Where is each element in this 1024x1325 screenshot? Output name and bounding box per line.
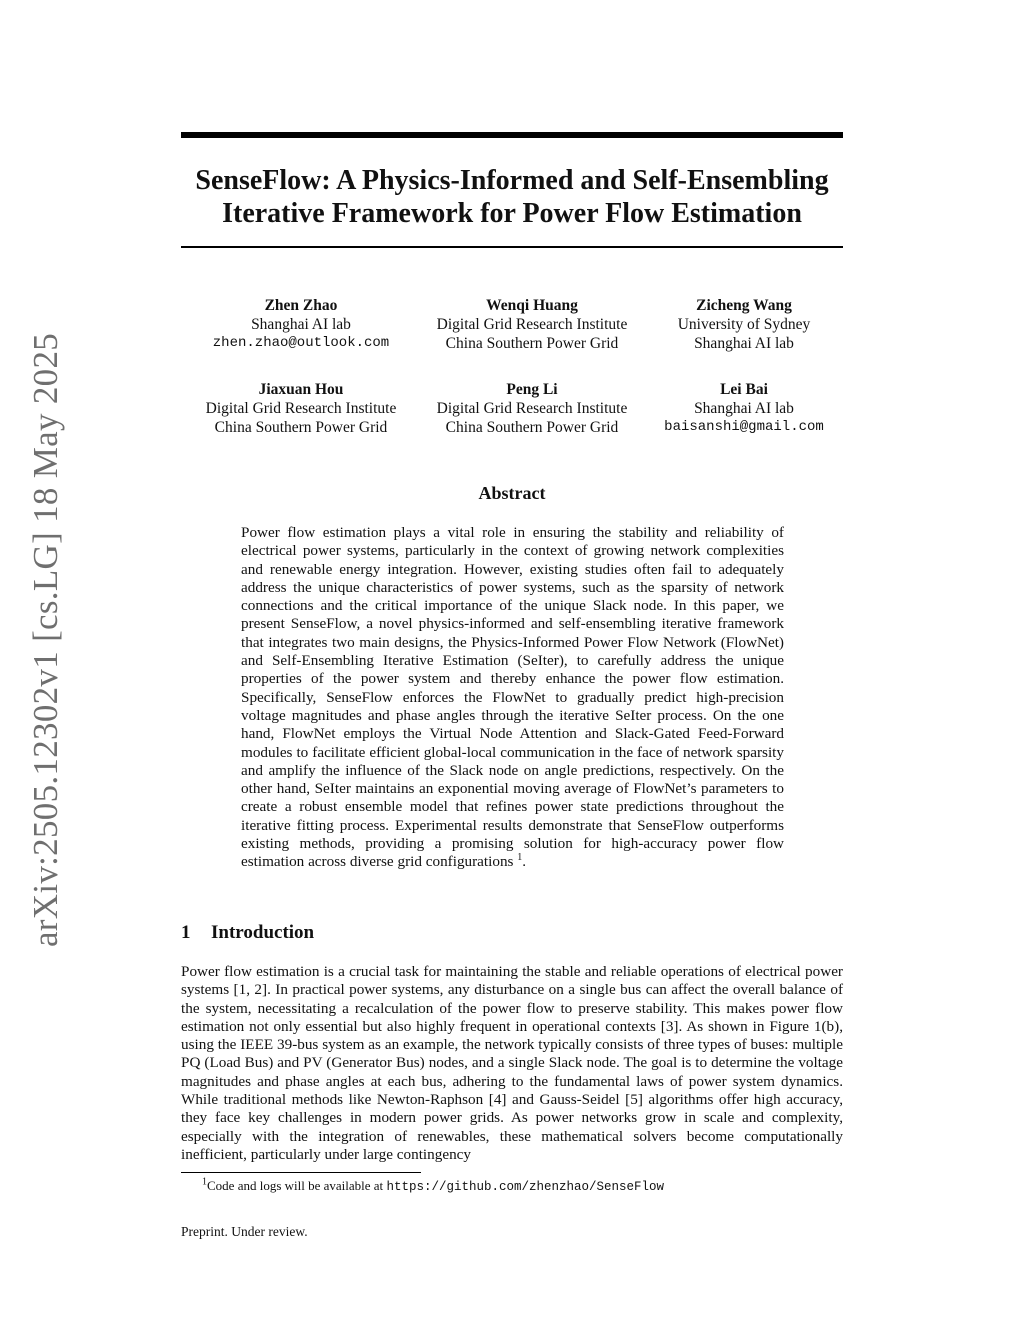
- author-affiliation: Shanghai AI lab: [694, 335, 794, 352]
- arxiv-identifier-text: arXiv:2505.12302v1 [cs.LG] 18 May 2025: [26, 332, 65, 948]
- paper-title: [181, 164, 843, 230]
- footnote-url-link[interactable]: https://github.com/zhenzhao/SenseFlow: [386, 1180, 664, 1194]
- title-bottom-rule: [181, 246, 843, 248]
- author-entry: [181, 296, 421, 353]
- author-entry: [624, 296, 864, 353]
- author-name: Peng Li: [506, 381, 558, 398]
- author-entry: [412, 296, 652, 353]
- author-name: Lei Bai: [720, 381, 768, 398]
- author-affiliation: China Southern Power Grid: [214, 419, 388, 436]
- introduction-paragraph: Power flow estimation is a crucial task for maintaining the stable and reliable operations of electrical power systems [1, 2]. In practical power systems, any disturbance on a single bus can affect the overall balance of the system, necessitating a recalculation of the power flow to preserve stability. This makes power flow estimation not only essential but also highly frequent in operational contexts [3]. As shown in Figure 1(b), using the IEEE 39-bus system as an example, the network typically consists of three types of buses: multiple PQ (Load Bus) and PV (Generator Bus) nodes, and a single Slack node. The goal is to determine the voltage magnitudes and phase angles at each bus, adhering to the fundamental laws of power system dynamics. While traditional methods like Newton-Raphson [4] and Gauss-Seidel [5] algorithms offer high accuracy, they face key challenges in modern power grids. As power networks grow in scale and complexity, especially with the integration of renewables, these mathematical solvers become computationally inefficient, particularly under large contingency: [181, 963, 843, 1163]
- section-number: 1: [181, 922, 191, 943]
- author-email[interactable]: baisanshi@gmail.com: [664, 419, 824, 435]
- title-top-rule: [181, 132, 843, 138]
- title-line-2: Iterative Framework for Power Flow Estimation: [222, 198, 802, 229]
- author-entry: [181, 380, 421, 437]
- title-line-1: SenseFlow: A Physics-Informed and Self-Ensembling: [195, 165, 829, 196]
- abstract-heading: Abstract: [478, 483, 546, 503]
- author-affiliation: Digital Grid Research Institute: [436, 400, 628, 417]
- author-affiliation: Shanghai AI lab: [694, 400, 794, 417]
- footnote-rule: [181, 1172, 421, 1173]
- author-affiliation: Digital Grid Research Institute: [436, 316, 628, 333]
- footnote-number: 1: [202, 1176, 207, 1188]
- author-affiliation: China Southern Power Grid: [445, 335, 619, 352]
- footnote-text: Code and logs will be available at: [207, 1178, 387, 1193]
- author-affiliation: China Southern Power Grid: [445, 419, 619, 436]
- preprint-notice: Preprint. Under review.: [181, 1224, 308, 1239]
- author-name: Wenqi Huang: [486, 297, 578, 314]
- abstract-paragraph: Power flow estimation plays a vital role in ensuring the stability and reliability of electrical power systems, particularly in the context of growing network complexities and renewable energy integration. However, existing studies often fail to adequately address the unique characteristics of power systems, such as the sparsity of network connections and the critical importance of the unique Slack node. In this paper, we present SenseFlow, a novel physics-informed and self-ensembling iterative framework that integrates two main designs, the Physics-Informed Power Flow Network (FlowNet) and Self-Ensembling Iterative Estimation (SeIter), to carefully address the unique properties of the power system and thereby enhance the power flow estimation. Specifically, SenseFlow enforces the FlowNet to gradually predict high-precision voltage magnitudes and phase angles through the iterative SeIter process. On the one hand, FlowNet employs the Virtual Node Attention and Slack-Gated Feed-Forward modules to facilitate efficient global-local communication in the face of network sparsity and amplify the influence of the Slack node on angle predictions, respectively. On the other hand, SeIter maintains an exponential moving average of FlowNet’s parameters to create a robust ensemble model that refines power state predictions throughout the iterative fitting process. Experimental results demonstrate that SenseFlow outperforms existing methods, providing a promising solution for high-accuracy power flow estimation across diverse grid configurations: [241, 524, 784, 871]
- author-entry: [412, 380, 652, 437]
- abstract-text: [241, 524, 784, 872]
- author-affiliation: University of Sydney: [677, 316, 811, 333]
- section-title: Introduction: [211, 922, 315, 943]
- author-name: Zhen Zhao: [264, 297, 338, 314]
- author-entry: [624, 380, 864, 437]
- abstract-end-punctuation: .: [522, 853, 527, 871]
- author-email[interactable]: zhen.zhao@outlook.com: [212, 335, 390, 351]
- author-affiliation: Digital Grid Research Institute: [205, 400, 397, 417]
- author-name: Jiaxuan Hou: [258, 381, 344, 398]
- footnote: [202, 1178, 843, 1195]
- author-affiliation: Shanghai AI lab: [251, 316, 351, 333]
- footnote-marker[interactable]: 1: [517, 852, 523, 864]
- section-heading-introduction: [181, 922, 843, 944]
- author-name: Zicheng Wang: [696, 297, 792, 314]
